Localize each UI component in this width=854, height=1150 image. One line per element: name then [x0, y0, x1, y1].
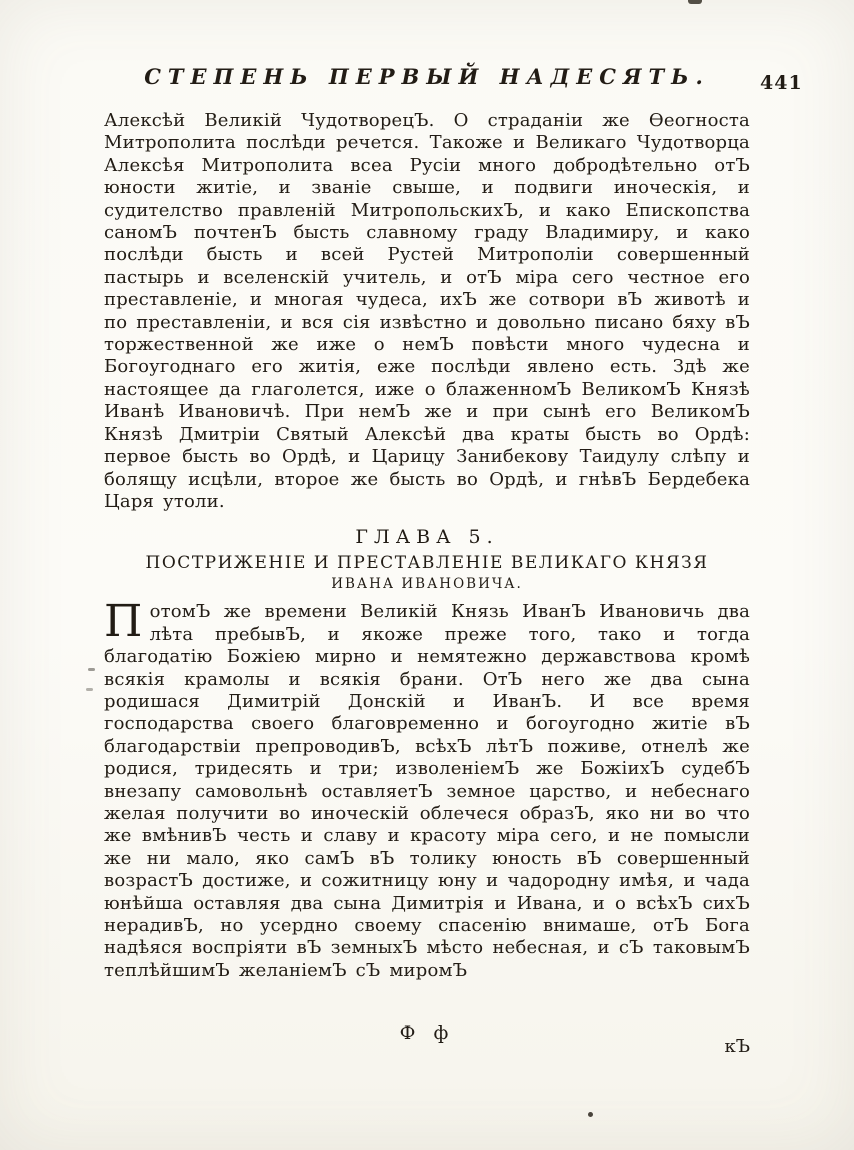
running-title: СТЕПЕНЬ ПЕРВЫЙ НАДЕСЯТЬ.: [144, 64, 710, 89]
ink-speck: [588, 1112, 593, 1117]
body-paragraph-2: [104, 596, 750, 982]
section-title: [104, 553, 750, 592]
scan-artifact: [88, 668, 95, 671]
scan-artifact: [688, 0, 702, 4]
quire-signature-mark: Ф ф: [399, 1022, 455, 1044]
drop-cap: П: [104, 596, 143, 648]
section-title-line1: ПОСТРИЖЕНІЕ И ПРЕСТАВЛЕНІЕ ВЕЛИКАГО КНЯЗЯ: [145, 553, 709, 574]
section-title-line2: ИВАНА ИВАНОВИЧА.: [331, 576, 523, 593]
catchword: кЪ: [724, 1036, 750, 1057]
body-paragraph-1: Алексѣй Великій ЧудотворецЪ. О страданіи же Ѳеогноста Митрополита послѣди речется. Такоже и Великаго Чудотворца Алексѣя Митрополита всеа Русіи много добродѣтельно отЪ юности житіе, и званіе свыше, и подвиги иноческія, и судителство правленій МитропольскихЪ, и како Епископства саномЪ почтенЪ бысть славному граду Владимиру, и како послѣди бысть и всей Рустей Митрополіи совершенный пастырь и вселенскій учитель, и отЪ міра сего честное его преставленіе, и многая чудеса, ихЪ же сотвори вЪ животѣ и по преставленіи, и вся сія извѣстно и довольно писано бяху вЪ торжественной же иже о немЪ повѣсти много чудесна и Богоугоднаго его житія, еже послѣди явлено есть. Здѣ же настоящее да глаголется, иже о блаженномЪ ВеликомЪ Князѣ Иванѣ Ивановичѣ. При немЪ же и при сынѣ его ВеликомЪ Князѣ Дмитріи Святый Алексѣй два краты бысть во Ордѣ: первое бысть во Ордѣ, и Царицу Занибекову Таидулу слѣпу и болящу исцѣли, второе же бысть во Ордѣ, и гнѣвЪ Бердебека Царя утоли.: [104, 110, 750, 512]
chapter-heading: ГЛАВА 5.: [355, 526, 499, 549]
page-body: [104, 110, 750, 982]
body-paragraph-2-text: отомЪ же времени Великій Князь ИванЪ Ивановичь два лѣта пребывЪ, и якоже преже того, тако и тогда благодатію Божіею мирно и немятежно державствова кромѣ всякія крамолы и всякія брани. ОтЪ него же два сына родишася Димитрій Донскій и ИванЪ. И все время господарства своего благовременно и богоугодно житіе вЪ благодарствіи препроводивЪ, всѣхЪ лѣтЪ поживе, отнелѣ же родися, тридесять и три; изволеніемЪ же БожіихЪ судебЪ внезапу самовольнѣ оставляетЪ земное царство, и небеснаго желая получити во иноческій облечеся образЪ, яко ни во что же вмѣнивЪ честь и славу и красоту міра сего, и не помысли же ни мало, яко самЪ вЪ толику юность вЪ совершенный возрастЪ достиже, и сожитницу юну и чадородну имѣя, и чада юнѣйша оставляя два сына Димитрія и Ивана, и о всѣхЪ сихЪ нерадивЪ, но усердно своему спасенію внимаше, отЪ Бога надѣяся воспріяти вЪ земныхЪ мѣсто небесная, и сЪ таковымЪ теплѣйшимЪ желаніемЪ сЪ миромЪ: [104, 601, 750, 981]
scan-artifact: [86, 688, 93, 691]
page-header: [104, 64, 750, 89]
page-number: 441: [760, 72, 803, 94]
